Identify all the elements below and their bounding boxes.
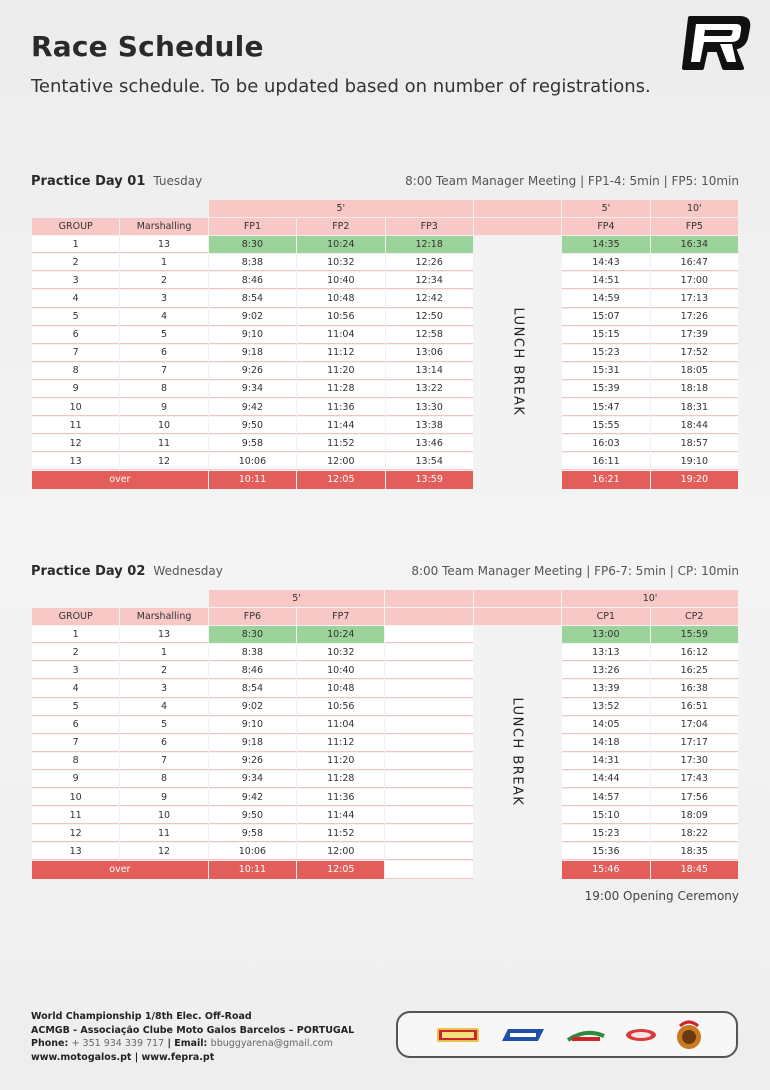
time-cell: 16:12 (651, 644, 738, 661)
marshalling-cell: 7 (120, 753, 207, 770)
time-cell: 13:22 (386, 381, 473, 398)
blank-cell (32, 200, 119, 217)
marshalling-cell: 9 (120, 789, 207, 806)
group-cell: 13 (32, 843, 119, 860)
table-row (32, 272, 738, 289)
footer-event: World Championship 1/8th Elec. Off-Road (31, 1011, 252, 1022)
time-cell: 14:31 (562, 753, 649, 770)
blank-cell (474, 218, 561, 235)
time-cell: 10:06 (209, 453, 296, 470)
marshalling-cell: 10 (120, 417, 207, 434)
column-header: Marshalling (120, 218, 207, 235)
time-cell: 8:54 (209, 680, 296, 697)
blank-cell (385, 789, 472, 806)
day2-title-text: Practice Day 02 (31, 564, 146, 579)
time-cell: 8:30 (209, 626, 296, 643)
time-cell: 15:23 (562, 825, 649, 842)
group-cell: 3 (32, 662, 119, 679)
time-cell: 16:11 (562, 453, 649, 470)
over-time: 19:20 (651, 471, 738, 488)
marshalling-cell: 13 (120, 236, 207, 253)
group-cell: 2 (32, 254, 119, 271)
email-address[interactable]: bbuggyarena@gmail.com (210, 1038, 333, 1049)
time-cell: 16:25 (651, 662, 738, 679)
time-cell: 14:35 (562, 236, 649, 253)
time-cell: 12:26 (386, 254, 473, 271)
page-subtitle: Tentative schedule. To be updated based on number of registrations. (31, 76, 651, 97)
time-cell: 9:18 (209, 345, 296, 362)
time-cell: 11:12 (297, 735, 384, 752)
group-cell: 4 (32, 680, 119, 697)
marshalling-cell: 3 (120, 680, 207, 697)
blank-cell (385, 626, 472, 643)
day2-duration-row (32, 590, 738, 607)
blank-cell (385, 807, 472, 824)
time-cell: 15:59 (651, 626, 738, 643)
group-cell: 2 (32, 644, 119, 661)
table-row (32, 381, 738, 398)
table-row (32, 825, 738, 842)
blank-cell (385, 753, 472, 770)
blank-cell (385, 680, 472, 697)
time-cell: 10:48 (297, 680, 384, 697)
time-cell: 15:39 (562, 381, 649, 398)
time-cell: 17:30 (651, 753, 738, 770)
time-cell: 13:06 (386, 345, 473, 362)
time-cell: 10:24 (297, 236, 384, 253)
column-header: GROUP (32, 608, 119, 625)
day2-schedule-table (31, 589, 739, 880)
time-cell: 12:18 (386, 236, 473, 253)
marshalling-cell: 8 (120, 771, 207, 788)
efra-logo (500, 1026, 546, 1044)
time-cell: 11:52 (297, 825, 384, 842)
over-time: 13:59 (386, 471, 473, 488)
time-cell: 12:34 (386, 272, 473, 289)
table-row (32, 453, 738, 470)
time-cell: 18:05 (651, 363, 738, 380)
time-cell: 15:31 (562, 363, 649, 380)
blank-cell (32, 590, 119, 607)
time-cell: 15:36 (562, 843, 649, 860)
time-cell: 17:56 (651, 789, 738, 806)
footer-websites[interactable]: www.motogalos.pt | www.fepra.pt (31, 1051, 215, 1063)
marshalling-cell: 7 (120, 363, 207, 380)
blank-cell (385, 662, 472, 679)
marshalling-cell: 1 (120, 644, 207, 661)
time-cell: 14:05 (562, 717, 649, 734)
time-cell: 15:47 (562, 399, 649, 416)
table-row (32, 309, 738, 326)
time-cell: 11:44 (297, 417, 384, 434)
table-row (32, 699, 738, 716)
column-header: FP1 (209, 218, 296, 235)
time-cell: 17:52 (651, 345, 738, 362)
brand-logo (676, 12, 752, 74)
column-header: FP4 (562, 218, 649, 235)
time-cell: 14:59 (562, 290, 649, 307)
over-time: 10:11 (209, 471, 296, 488)
group-cell: 8 (32, 753, 119, 770)
day2-column-header-row (32, 608, 738, 625)
cavalo-logo (624, 1026, 658, 1044)
group-cell: 1 (32, 626, 119, 643)
time-cell: 10:40 (297, 272, 384, 289)
group-cell: 10 (32, 789, 119, 806)
day2-table-body (32, 626, 738, 878)
time-cell: 9:50 (209, 417, 296, 434)
table-row (32, 345, 738, 362)
lunch-break-label: LUNCH BREAK (510, 307, 526, 417)
blank-cell (120, 590, 207, 607)
time-cell: 9:34 (209, 381, 296, 398)
time-cell: 19:10 (651, 453, 738, 470)
time-cell: 9:50 (209, 807, 296, 824)
time-cell: 13:30 (386, 399, 473, 416)
time-cell: 9:42 (209, 399, 296, 416)
time-cell: 18:44 (651, 417, 738, 434)
column-header: FP3 (386, 218, 473, 235)
group-cell: 10 (32, 399, 119, 416)
table-row (32, 399, 738, 416)
time-cell: 9:10 (209, 717, 296, 734)
time-cell: 13:52 (562, 699, 649, 716)
time-cell: 15:10 (562, 807, 649, 824)
marshalling-cell: 2 (120, 272, 207, 289)
blank-cell (385, 644, 472, 661)
marshalling-cell: 1 (120, 254, 207, 271)
marshalling-cell: 6 (120, 345, 207, 362)
time-cell: 10:06 (209, 843, 296, 860)
duration-label: 10' (651, 200, 738, 217)
marshalling-cell: 8 (120, 381, 207, 398)
time-cell: 14:57 (562, 789, 649, 806)
time-cell: 9:02 (209, 699, 296, 716)
time-cell: 8:54 (209, 290, 296, 307)
table-row (32, 290, 738, 307)
table-row (32, 626, 738, 643)
marshalling-cell: 4 (120, 309, 207, 326)
time-cell: 11:20 (297, 363, 384, 380)
time-cell: 18:22 (651, 825, 738, 842)
column-header: FP6 (209, 608, 296, 625)
day1-header (31, 172, 739, 192)
time-cell: 18:09 (651, 807, 738, 824)
time-cell: 16:47 (651, 254, 738, 271)
blank-cell (385, 771, 472, 788)
marshalling-cell: 11 (120, 825, 207, 842)
time-cell: 8:46 (209, 662, 296, 679)
time-cell: 9:34 (209, 771, 296, 788)
time-cell: 18:31 (651, 399, 738, 416)
time-cell: 10:48 (297, 290, 384, 307)
lunch-break (474, 626, 561, 878)
day1-title (31, 174, 202, 189)
time-cell: 16:38 (651, 680, 738, 697)
time-cell: 10:24 (297, 626, 384, 643)
day1-column-header-row (32, 218, 738, 235)
time-cell: 10:32 (297, 644, 384, 661)
time-cell: 18:57 (651, 435, 738, 452)
time-cell: 14:43 (562, 254, 649, 271)
time-cell: 17:43 (651, 771, 738, 788)
time-cell: 11:20 (297, 753, 384, 770)
marshalling-cell: 5 (120, 327, 207, 344)
table-row (32, 327, 738, 344)
time-cell: 18:35 (651, 843, 738, 860)
time-cell: 16:34 (651, 236, 738, 253)
time-cell: 9:10 (209, 327, 296, 344)
footer-club: ACMGB - Associação Clube Moto Galos Barcelos – PORTUGAL (31, 1024, 355, 1036)
time-cell: 16:03 (562, 435, 649, 452)
over-time: 12:05 (297, 471, 384, 488)
table-row (32, 753, 738, 770)
over-time: 16:21 (562, 471, 649, 488)
time-cell: 8:38 (209, 644, 296, 661)
group-cell: 9 (32, 771, 119, 788)
time-cell: 11:36 (297, 789, 384, 806)
marshalling-cell: 11 (120, 435, 207, 452)
group-cell: 7 (32, 735, 119, 752)
day1-title-text: Practice Day 01 (31, 174, 146, 189)
time-cell: 12:50 (386, 309, 473, 326)
blank-cell (474, 608, 561, 625)
time-cell: 17:00 (651, 272, 738, 289)
time-cell: 12:58 (386, 327, 473, 344)
time-cell: 9:26 (209, 363, 296, 380)
phone-label: Phone: (31, 1038, 72, 1049)
time-cell: 12:00 (297, 453, 384, 470)
time-cell: 17:26 (651, 309, 738, 326)
duration-label: 5' (209, 200, 473, 217)
footer-contact (31, 1037, 354, 1051)
time-cell: 13:54 (386, 453, 473, 470)
time-cell: 12:42 (386, 290, 473, 307)
over-time: 15:46 (562, 861, 649, 878)
time-cell: 15:55 (562, 417, 649, 434)
time-cell: 9:02 (209, 309, 296, 326)
blank-cell (385, 717, 472, 734)
day1-note: 8:00 Team Manager Meeting | FP1-4: 5min | FP5: 10min (405, 174, 739, 188)
day1-duration-row (32, 200, 738, 217)
over-row (32, 861, 738, 878)
group-cell: 8 (32, 363, 119, 380)
footer-info (31, 1010, 354, 1064)
time-cell: 14:18 (562, 735, 649, 752)
table-row (32, 717, 738, 734)
column-header: FP2 (297, 218, 384, 235)
time-cell: 10:40 (297, 662, 384, 679)
marshalling-cell: 12 (120, 843, 207, 860)
group-cell: 13 (32, 453, 119, 470)
opening-ceremony-note: 19:00 Opening Ceremony (584, 889, 739, 903)
time-cell: 8:46 (209, 272, 296, 289)
time-cell: 13:39 (562, 680, 649, 697)
day1-weekday: Tuesday (153, 174, 203, 188)
time-cell: 15:15 (562, 327, 649, 344)
time-cell: 15:23 (562, 345, 649, 362)
column-header: GROUP (32, 218, 119, 235)
marshalling-cell: 3 (120, 290, 207, 307)
time-cell: 18:18 (651, 381, 738, 398)
blank-cell (385, 608, 472, 625)
page-title: Race Schedule (31, 30, 264, 63)
group-cell: 6 (32, 327, 119, 344)
time-cell: 16:51 (651, 699, 738, 716)
marshalling-cell: 5 (120, 717, 207, 734)
sponsor-logos (396, 1011, 738, 1058)
day2-weekday: Wednesday (153, 564, 223, 578)
time-cell: 17:04 (651, 717, 738, 734)
blank-cell (385, 861, 472, 878)
table-row (32, 236, 738, 253)
over-time: 18:45 (651, 861, 738, 878)
marshalling-cell: 6 (120, 735, 207, 752)
table-row (32, 735, 738, 752)
marshalling-cell: 10 (120, 807, 207, 824)
time-cell: 9:42 (209, 789, 296, 806)
table-row (32, 254, 738, 271)
time-cell: 9:26 (209, 753, 296, 770)
time-cell: 11:52 (297, 435, 384, 452)
table-row (32, 363, 738, 380)
blank-cell (474, 590, 561, 607)
email-label: | Email: (164, 1038, 211, 1049)
group-cell: 12 (32, 435, 119, 452)
column-header: FP7 (297, 608, 384, 625)
blank-cell (385, 825, 472, 842)
over-label: over (32, 471, 208, 488)
time-cell: 11:04 (297, 717, 384, 734)
table-row (32, 417, 738, 434)
time-cell: 11:28 (297, 381, 384, 398)
blank-cell (385, 735, 472, 752)
duration-label: 5' (562, 200, 649, 217)
group-cell: 5 (32, 699, 119, 716)
blank-cell (474, 200, 561, 217)
time-cell: 17:13 (651, 290, 738, 307)
time-cell: 13:00 (562, 626, 649, 643)
column-header: Marshalling (120, 608, 207, 625)
duration-label: 10' (562, 590, 738, 607)
day2-header (31, 562, 739, 582)
column-header: FP5 (651, 218, 738, 235)
time-cell: 9:18 (209, 735, 296, 752)
table-row (32, 807, 738, 824)
blank-cell (385, 590, 472, 607)
group-cell: 4 (32, 290, 119, 307)
group-cell: 11 (32, 417, 119, 434)
day2-note: 8:00 Team Manager Meeting | FP6-7: 5min | CP: 10min (411, 564, 739, 578)
blank-cell (385, 699, 472, 716)
time-cell: 12:00 (297, 843, 384, 860)
time-cell: 14:44 (562, 771, 649, 788)
time-cell: 10:56 (297, 309, 384, 326)
time-cell: 10:56 (297, 699, 384, 716)
time-cell: 11:04 (297, 327, 384, 344)
marshalling-cell: 13 (120, 626, 207, 643)
lunch-break-label: LUNCH BREAK (509, 697, 525, 807)
table-row (32, 843, 738, 860)
time-cell: 11:12 (297, 345, 384, 362)
time-cell: 17:17 (651, 735, 738, 752)
group-cell: 7 (32, 345, 119, 362)
group-cell: 1 (32, 236, 119, 253)
group-cell: 12 (32, 825, 119, 842)
duration-label: 5' (209, 590, 385, 607)
time-cell: 11:36 (297, 399, 384, 416)
time-cell: 15:07 (562, 309, 649, 326)
fepra-logo (566, 1026, 606, 1044)
column-header: CP1 (562, 608, 649, 625)
column-header: CP2 (651, 608, 738, 625)
time-cell: 13:38 (386, 417, 473, 434)
time-cell: 8:30 (209, 236, 296, 253)
time-cell: 13:13 (562, 644, 649, 661)
time-cell: 8:38 (209, 254, 296, 271)
blank-cell (385, 843, 472, 860)
over-time: 10:11 (209, 861, 296, 878)
marshalling-cell: 12 (120, 453, 207, 470)
time-cell: 13:14 (386, 363, 473, 380)
time-cell: 9:58 (209, 435, 296, 452)
motogalos-logo (674, 1018, 704, 1054)
phone-number[interactable]: + 351 934 339 717 (71, 1038, 165, 1049)
time-cell: 11:44 (297, 807, 384, 824)
table-row (32, 680, 738, 697)
group-cell: 3 (32, 272, 119, 289)
table-row (32, 644, 738, 661)
over-row (32, 471, 738, 488)
day2-title (31, 564, 223, 579)
time-cell: 9:58 (209, 825, 296, 842)
marshalling-cell: 9 (120, 399, 207, 416)
group-cell: 6 (32, 717, 119, 734)
blank-cell (120, 200, 207, 217)
time-cell: 10:32 (297, 254, 384, 271)
over-label: over (32, 861, 208, 878)
marshalling-cell: 4 (120, 699, 207, 716)
group-cell: 5 (32, 309, 119, 326)
table-row (32, 771, 738, 788)
lunch-break (474, 236, 561, 488)
day1-table-body (32, 236, 738, 488)
marshalling-cell: 2 (120, 662, 207, 679)
fmar-logo (436, 1026, 480, 1044)
group-cell: 9 (32, 381, 119, 398)
time-cell: 11:28 (297, 771, 384, 788)
table-row (32, 662, 738, 679)
day1-schedule-table (31, 199, 739, 490)
table-row (32, 789, 738, 806)
table-row (32, 435, 738, 452)
time-cell: 14:51 (562, 272, 649, 289)
time-cell: 13:26 (562, 662, 649, 679)
over-time: 12:05 (297, 861, 384, 878)
group-cell: 11 (32, 807, 119, 824)
time-cell: 17:39 (651, 327, 738, 344)
time-cell: 13:46 (386, 435, 473, 452)
